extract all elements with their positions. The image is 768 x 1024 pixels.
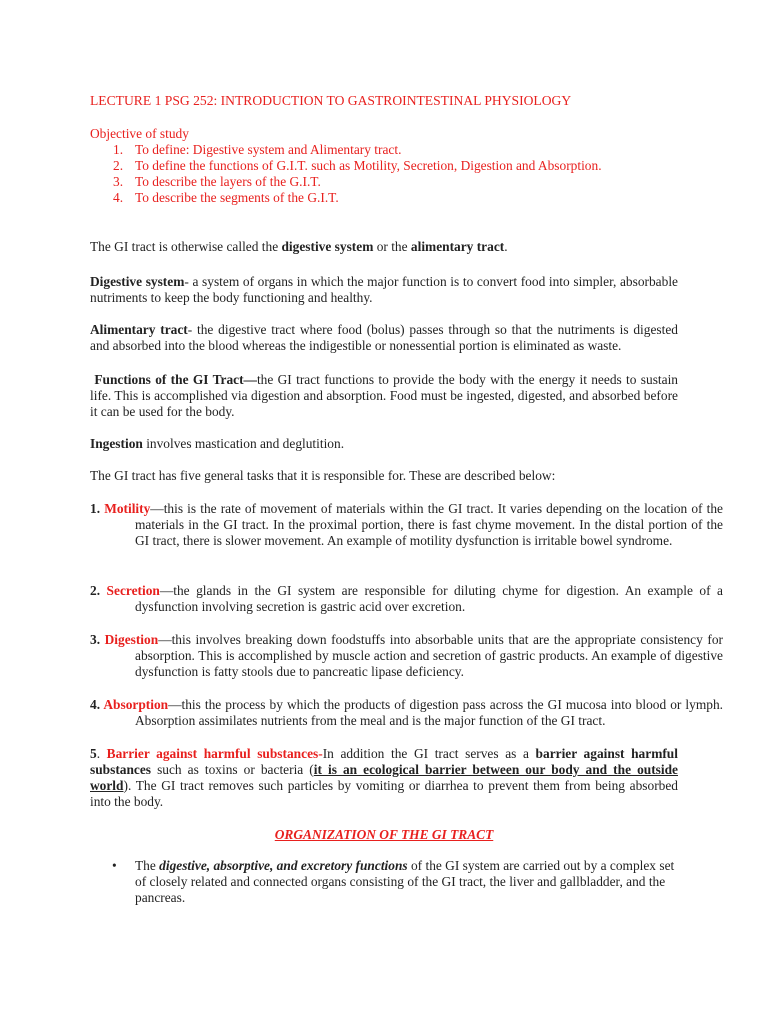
- digestive-system-paragraph: Digestive system- a system of organs in which the major function is to convert food into simpler, absorbable nutriments to keep the body functioning and healthy.: [90, 274, 678, 305]
- section-heading: ORGANIZATION OF THE GI TRACT: [274, 827, 494, 842]
- page-title: LECTURE 1 PSG 252: INTRODUCTION TO GASTROINTESTINAL PHYSIOLOGY: [90, 93, 572, 108]
- bullet-paragraph: The digestive, absorptive, and excretory functions of the GI system are carried out by a complex set of closely related and connected organs consisting of the GI tract, the liver and gallbladder, and the pancreas.: [135, 858, 675, 905]
- task-absorption: 4. Absorption—this the process by which the products of digestion pass across the GI mucosa into blood or lymph. Absorption assimilates nutrients from the meal and is the major function of the GI tract.: [90, 697, 723, 728]
- barrier-paragraph: 5. Barrier against harmful substances-In addition the GI tract serves as a barrier against harmful substances such as toxins or bacteria (it is an ecological barrier between our body and the outside world). The GI tract removes such particles by vomiting or diarrhea to prevent them from being absorbed into the body.: [90, 746, 678, 809]
- bullet-icon: •: [112, 858, 117, 873]
- objective-item: 1. To define: Digestive system and Alimentary tract.: [113, 142, 402, 157]
- objective-item: 4. To describe the segments of the G.I.T.: [113, 190, 339, 205]
- task-motility: 1. Motility—this is the rate of movement of materials within the GI tract. It varies depending on the location of the materials in the GI tract. In the proximal portion, there is fast chyme movement. In the distal portion of the GI tract, there is slower movement. An example of motility dysfunction is irritable bowel syndrome.: [90, 501, 723, 548]
- functions-paragraph: Functions of the GI Tract—the GI tract functions to provide the body with the energy it needs to sustain life. This is accomplished via digestion and absorption. Food must be ingested, digested, and absorbed before it can be used for the body.: [90, 372, 678, 419]
- objectives-list: [113, 142, 673, 206]
- intro-paragraph: The GI tract is otherwise called the digestive system or the alimentary tract.: [90, 239, 508, 254]
- tasks-intro: The GI tract has five general tasks that it is responsible for. These are described below:: [90, 468, 556, 483]
- objective-item: 3. To describe the layers of the G.I.T.: [113, 174, 321, 189]
- objectives-heading: Objective of study: [90, 126, 189, 141]
- alimentary-tract-paragraph: Alimentary tract- the digestive tract where food (bolus) passes through so that the nutriments is digested and absorbed into the blood whereas the indigestible or nonessential portion is eliminated as waste.: [90, 322, 678, 353]
- task-digestion: 3. Digestion—this involves breaking down foodstuffs into absorbable units that are the appropriate consistency for absorption. This is accomplished by muscle action and secretion of gastric products. An example of digestive dysfunction is fatty stools due to pancreatic lipase deficiency.: [90, 632, 723, 679]
- task-secretion: 2. Secretion—the glands in the GI system are responsible for diluting chyme for digestion. An example of a dysfunction involving secretion is gastric acid over excretion.: [90, 583, 724, 614]
- objective-item: 2. To define the functions of G.I.T. such as Motility, Secretion, Digestion and Absorption.: [113, 158, 602, 173]
- ingestion-paragraph: Ingestion involves mastication and deglutition.: [90, 436, 345, 451]
